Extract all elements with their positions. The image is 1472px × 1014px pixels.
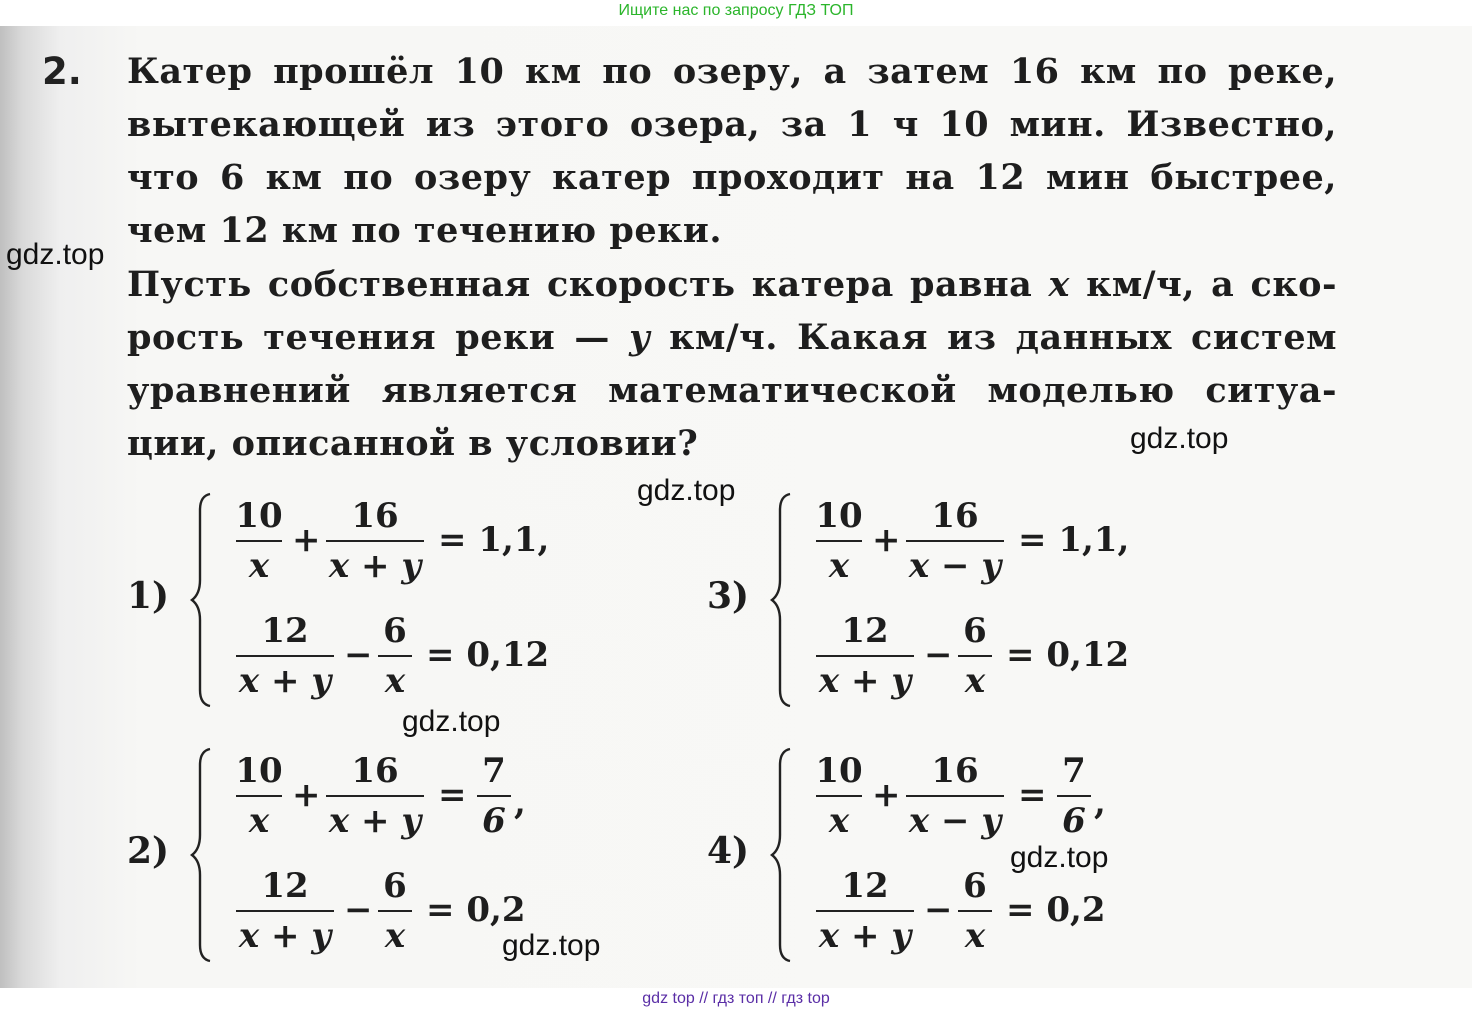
fraction-bar <box>236 910 334 912</box>
watermark: gdz.top <box>1010 841 1109 874</box>
right-hand-side: = 1,1, <box>438 520 550 560</box>
problem-line-4: чем 12 км по течению реки. <box>127 210 723 251</box>
right-hand-side: = 1,1, <box>1018 520 1130 560</box>
operator: − <box>924 635 953 675</box>
denominator: x <box>828 801 850 841</box>
fraction-bar <box>236 540 282 542</box>
right-hand-side: = 0,2 <box>426 890 526 930</box>
denominator: x <box>248 546 270 586</box>
numerator: 10 <box>815 751 863 791</box>
denominator: x + y <box>238 661 332 701</box>
numerator: 10 <box>815 496 863 536</box>
watermark: gdz.top <box>637 474 736 507</box>
option-label: 2) <box>127 830 170 872</box>
problem-line-2: вытекающей из этого озера, за 1 ч 10 мин. Известно, <box>127 104 1337 145</box>
line-6-text-b: км/ч. Какая из данных систем <box>649 317 1337 358</box>
fraction-bar <box>906 795 1004 797</box>
comma: , <box>1094 783 1106 823</box>
line-6-text-a: рость течения реки — <box>127 317 630 358</box>
denominator: x + y <box>328 546 422 586</box>
numerator: 16 <box>931 751 979 791</box>
fraction-bar <box>236 655 334 657</box>
numerator: 6 <box>963 866 987 906</box>
fraction-bar <box>816 795 862 797</box>
header-note: Ищите нас по запросу ГДЗ ТОП <box>618 2 854 19</box>
option-label: 4) <box>707 830 750 872</box>
watermark: gdz.top <box>502 929 601 962</box>
comma: , <box>514 783 526 823</box>
numerator: 6 <box>383 611 407 651</box>
numerator: 16 <box>351 496 399 536</box>
fraction-bar <box>958 655 992 657</box>
var-y: y <box>629 317 650 358</box>
denominator: x + y <box>818 916 912 956</box>
problem-line-5 <box>127 263 1337 307</box>
fraction-bar <box>958 910 992 912</box>
operator: − <box>344 890 373 930</box>
fraction-bar <box>816 540 862 542</box>
var-x: x <box>1048 264 1070 305</box>
fraction-bar <box>477 795 511 797</box>
curly-brace <box>190 745 220 965</box>
problem-line-8: ции, описанной в условии? <box>127 423 699 464</box>
curly-brace <box>770 745 800 965</box>
denominator: 6 <box>482 801 506 841</box>
numerator: 12 <box>841 866 889 906</box>
option-label: 3) <box>707 575 750 617</box>
numerator: 6 <box>963 611 987 651</box>
numerator: 10 <box>235 751 283 791</box>
operator: + <box>872 520 901 560</box>
numerator: 6 <box>383 866 407 906</box>
line-5-text-a: Пусть собственная скорость катера равна <box>127 264 1049 305</box>
problem-line-6 <box>127 316 1337 360</box>
denominator: x − y <box>908 801 1002 841</box>
denominator: x <box>964 661 986 701</box>
watermark: gdz.top <box>1130 422 1229 455</box>
operator: − <box>924 890 953 930</box>
operator: + <box>872 775 901 815</box>
right-hand-side: = 0,12 <box>1006 635 1130 675</box>
problem-line-3: что 6 км по озеру катер проходит на 12 мин быстрее, <box>127 157 1337 198</box>
operator: + <box>292 520 321 560</box>
fraction-bar <box>816 910 914 912</box>
operator: − <box>344 635 373 675</box>
numerator: 7 <box>482 751 506 791</box>
right-hand-side: = <box>438 775 467 815</box>
fraction-bar <box>236 795 282 797</box>
problem-line-7: уравнений является математической моделью ситуа- <box>127 370 1337 411</box>
footer-note: gdz top // гдз топ // гдз top <box>642 990 830 1007</box>
curly-brace <box>770 490 800 710</box>
numerator: 16 <box>351 751 399 791</box>
numerator: 7 <box>1062 751 1086 791</box>
denominator: 6 <box>1062 801 1086 841</box>
numerator: 12 <box>841 611 889 651</box>
denominator: x + y <box>818 661 912 701</box>
denominator: x + y <box>238 916 332 956</box>
denominator: x <box>384 916 406 956</box>
right-hand-side: = 0,12 <box>426 635 550 675</box>
right-hand-side: = 0,2 <box>1006 890 1106 930</box>
fraction-bar <box>816 655 914 657</box>
fraction-bar <box>906 540 1004 542</box>
numerator: 10 <box>235 496 283 536</box>
watermark: gdz.top <box>402 705 501 738</box>
denominator: x <box>964 916 986 956</box>
numerator: 12 <box>261 611 309 651</box>
fraction-bar <box>378 655 412 657</box>
operator: + <box>292 775 321 815</box>
denominator: x − y <box>908 546 1002 586</box>
right-hand-side: = <box>1018 775 1047 815</box>
numerator: 12 <box>261 866 309 906</box>
fraction-bar <box>326 540 424 542</box>
fraction-bar <box>326 795 424 797</box>
numerator: 16 <box>931 496 979 536</box>
denominator: x <box>384 661 406 701</box>
watermark: gdz.top <box>6 238 105 271</box>
denominator: x <box>248 801 270 841</box>
problem-number: 2. <box>42 50 82 93</box>
denominator: x <box>828 546 850 586</box>
fraction-bar <box>378 910 412 912</box>
option-label: 1) <box>127 575 170 617</box>
curly-brace <box>190 490 220 710</box>
denominator: x + y <box>328 801 422 841</box>
line-5-text-b: км/ч, а ско- <box>1069 264 1337 305</box>
fraction-bar <box>1057 795 1091 797</box>
problem-line-1: Катер прошёл 10 км по озеру, а затем 16 км по реке, <box>127 51 1337 92</box>
